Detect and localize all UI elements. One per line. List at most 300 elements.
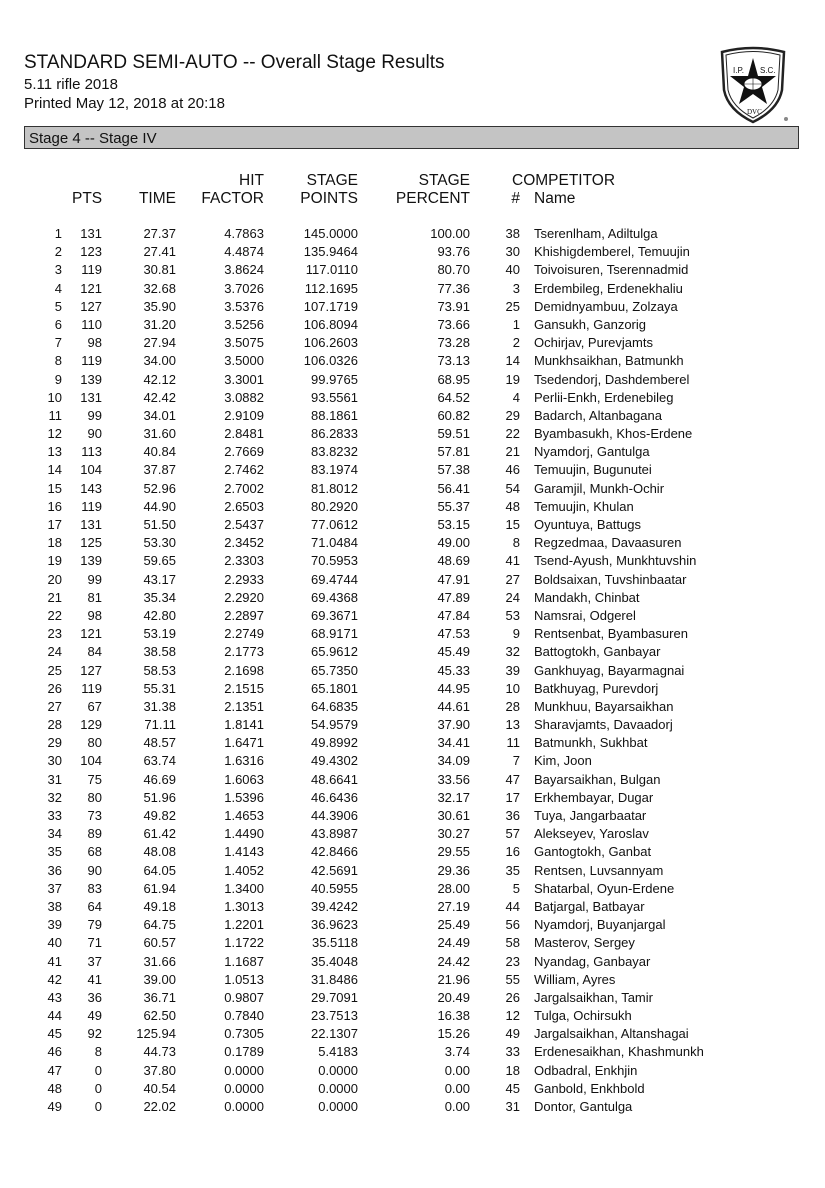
table-row [0,390,825,408]
hit-factor: 3.5000 [224,353,264,369]
competitor-name: Alekseyev, Yaroslav [534,826,649,842]
points: 90 [87,862,102,878]
points: 79 [87,917,102,933]
points: 68 [87,844,102,860]
table-row [0,517,825,535]
table-row [0,608,825,626]
stage-percent: 30.27 [437,826,470,842]
stage-points: 46.6436 [311,789,358,805]
table-row [0,481,825,499]
stage-points: 64.6835 [311,698,358,714]
points: 121 [80,626,102,642]
stage-points: 49.4302 [311,753,358,769]
time: 61.42 [143,826,176,842]
stage-points: 77.0612 [311,517,358,532]
competitor-name: Badarch, Altanbagana [534,407,662,423]
hit-factor: 1.3013 [224,898,264,914]
points: 36 [87,989,102,1005]
stage-percent: 68.95 [437,371,470,387]
competitor-name: Kim, Joon [534,753,592,769]
hit-factor: 2.2897 [224,607,264,623]
hit-factor: 1.4490 [224,826,264,842]
stage-points: 71.0484 [311,535,358,551]
competitor-number: 9 [512,626,520,642]
competitor-name: Munkhuu, Bayarsaikhan [534,698,674,714]
stage-points: 48.6641 [311,771,358,787]
points: 99 [87,571,102,587]
points: 49 [87,1008,102,1024]
hit-factor: 1.2201 [224,917,264,933]
table-row [0,299,825,317]
competitor-number: 31 [505,1099,520,1114]
time: 49.82 [143,808,176,823]
hit-factor: 3.7026 [224,280,264,296]
stage-percent: 0.00 [444,1099,470,1114]
table-row [0,372,825,390]
time: 34.01 [143,407,176,423]
stage-points: 39.4242 [311,898,358,914]
place: 33 [47,808,62,823]
stage-points: 117.0110 [305,262,358,278]
points: 123 [80,244,102,260]
hit-factor: 2.9109 [224,407,264,423]
competitor-number: 17 [505,789,520,805]
points: 98 [87,607,102,623]
points: 131 [80,517,102,532]
time: 61.94 [143,880,176,896]
competitor-name: Jargalsaikhan, Tamir [534,989,653,1005]
competitor-name: Ochirjav, Purevjamts [534,335,653,351]
stage-percent: 93.76 [437,244,470,260]
time: 62.50 [143,1008,176,1024]
table-row [0,499,825,517]
competitor-number: 39 [505,662,520,678]
place: 24 [47,644,62,660]
time: 37.80 [143,1062,176,1078]
competitor-number: 32 [505,644,520,660]
competitor-name: Demidnyambuu, Zolzaya [534,298,678,314]
points: 143 [80,480,102,496]
hit-factor: 1.4052 [224,862,264,878]
competitor-number: 3 [512,280,520,296]
table-row [0,790,825,808]
time: 42.42 [143,389,176,405]
competitor-number: 21 [505,444,520,460]
place: 36 [47,862,62,878]
time: 64.05 [143,862,176,878]
stage-points: 106.0326 [303,353,358,369]
place: 40 [47,935,62,951]
stage-percent: 3.74 [444,1044,470,1060]
hit-factor: 1.3400 [224,880,264,896]
place: 9 [54,371,62,387]
time: 125.94 [136,1026,176,1042]
time: 42.12 [143,371,176,387]
points: 84 [87,644,102,660]
competitor-number: 10 [505,680,520,696]
hit-factor: 3.8624 [224,262,264,278]
competitor-number: 13 [505,717,520,733]
stage-points: 42.5691 [311,862,358,878]
points: 75 [87,771,102,787]
competitor-name: Tserenlham, Adiltulga [534,226,658,241]
competitor-number: 27 [505,571,520,587]
table-row [0,644,825,662]
time: 42.80 [143,607,176,623]
stage-percent: 64.52 [437,389,470,405]
stage-percent: 47.91 [437,571,470,587]
competitor-number: 41 [505,553,520,569]
table-row [0,735,825,753]
competitor-number: 22 [505,426,520,442]
points: 67 [87,698,102,714]
stage-points: 43.8987 [311,826,358,842]
place: 16 [47,498,62,514]
competitor-number: 2 [512,335,520,351]
time: 27.41 [143,244,176,260]
competitor-name: Tsend-Ayush, Munkhtuvshin [534,553,697,569]
competitor-name: Toivoisuren, Tserennadmid [534,262,689,278]
competitor-name: Temuujin, Bugunutei [534,462,652,478]
time: 37.87 [143,462,176,478]
points: 80 [87,735,102,751]
time: 51.96 [143,789,176,805]
competitor-number: 29 [505,407,520,423]
stage-percent: 29.55 [437,844,470,860]
table-row [0,262,825,280]
stage-points: 83.8232 [311,444,358,460]
stage-percent: 44.95 [437,680,470,696]
logo-right-text: S.C. [760,66,776,75]
table-row [0,917,825,935]
stage-percent: 37.90 [437,717,470,733]
col-header-competitor: COMPETITOR [512,172,616,189]
stage-percent: 47.53 [437,626,470,642]
stage-percent: 59.51 [437,426,470,442]
points: 119 [81,262,102,278]
competitor-number: 36 [505,808,520,823]
col-header-stage-percent: PERCENT [395,190,470,207]
hit-factor: 2.7002 [224,480,264,496]
competitor-number: 38 [505,226,520,241]
time: 53.30 [143,535,176,551]
time: 35.90 [143,298,176,314]
points: 121 [80,280,102,296]
stage-percent: 20.49 [437,989,470,1005]
stage-points: 49.8992 [311,735,358,751]
report-title: STANDARD SEMI-AUTO -- Overall Stage Results [24,52,445,73]
competitor-name: Tulga, Ochirsukh [534,1008,632,1024]
hit-factor: 2.2933 [224,571,264,587]
competitor-number: 53 [505,607,520,623]
points: 127 [80,298,102,314]
stage-percent: 73.28 [437,335,470,351]
time: 39.00 [143,971,176,987]
hit-factor: 2.5437 [224,517,264,532]
place: 34 [47,826,62,842]
points: 104 [80,753,102,769]
competitor-number: 57 [505,826,520,842]
ipsc-shield-logo-icon [716,46,790,124]
table-row [0,663,825,681]
stage-points: 23.7513 [311,1008,358,1024]
table-row [0,881,825,899]
points: 0 [94,1062,102,1078]
hit-factor: 0.7840 [224,1008,264,1024]
competitor-number: 23 [505,953,520,969]
hit-factor: 2.7462 [224,462,264,478]
table-row [0,972,825,990]
competitor-name: William, Ayres [534,971,616,987]
place: 13 [47,444,62,460]
hit-factor: 4.7863 [224,226,264,241]
competitor-number: 56 [505,917,520,933]
points: 104 [80,462,102,478]
stage-points: 22.1307 [311,1026,358,1042]
stage-percent: 28.00 [437,880,470,896]
place: 39 [47,917,62,933]
table-row [0,808,825,826]
stage-percent: 25.49 [437,917,470,933]
table-row [0,844,825,862]
competitor-name: Gansukh, Ganzorig [534,316,647,332]
stage-points: 65.7350 [311,662,358,678]
points: 41 [87,971,102,987]
stage-percent: 53.15 [437,517,470,532]
stage-points: 83.1974 [311,462,358,478]
table-row [0,1099,825,1117]
stage-points: 93.5561 [311,389,358,405]
competitor-name: Temuujin, Khulan [534,498,634,514]
hit-factor: 2.1351 [224,698,264,714]
table-row [0,353,825,371]
place: 14 [47,462,62,478]
stage-points: 69.4744 [311,571,358,587]
competitor-name: Tsedendorj, Dashdemberel [534,371,690,387]
stage-points: 80.2920 [311,498,358,514]
competitor-name: Oyuntuya, Battugs [534,517,641,532]
points: 64 [87,898,102,914]
table-row [0,553,825,571]
time: 34.00 [143,353,176,369]
stage-percent: 56.41 [437,480,470,496]
table-row [0,681,825,699]
points: 92 [87,1026,102,1042]
hit-factor: 2.3452 [224,535,264,551]
stage-points: 68.9171 [311,626,358,642]
place: 25 [47,662,62,678]
competitor-name: Ganbold, Enkhbold [534,1080,645,1096]
place: 5 [54,298,62,314]
points: 83 [87,880,102,896]
time: 44.90 [143,498,176,514]
stage-points: 88.1861 [311,407,358,423]
place: 1 [54,226,62,241]
time: 40.54 [143,1080,176,1096]
points: 98 [87,335,102,351]
hit-factor: 1.6316 [224,753,264,769]
hit-factor: 0.0000 [224,1080,264,1096]
place: 43 [47,989,62,1005]
stage-percent: 30.61 [437,808,470,823]
hit-factor: 1.1687 [224,953,264,969]
points: 131 [80,389,102,405]
hit-factor: 1.4143 [224,844,264,860]
table-row [0,899,825,917]
competitor-number: 55 [505,971,520,987]
competitor-name: Batkhuyag, Purevdorj [534,680,659,696]
competitor-name: Garamjil, Munkh-Ochir [534,480,665,496]
competitor-number: 35 [505,862,520,878]
stage-points: 99.9765 [311,371,358,387]
competitor-name: Namsrai, Odgerel [534,607,636,623]
competitor-number: 11 [506,735,520,751]
place: 47 [47,1062,62,1078]
table-row [0,535,825,553]
time: 31.60 [143,426,176,442]
table-row [0,1044,825,1062]
time: 48.08 [143,844,176,860]
competitor-name: Perlii-Enkh, Erdenebileg [534,389,674,405]
competitor-name: Erdembileg, Erdenekhaliu [534,280,683,296]
hit-factor: 1.4653 [224,808,264,823]
competitor-name: Nyamdorj, Buyanjargal [534,917,666,933]
competitor-name: Tuya, Jangarbaatar [534,808,647,823]
competitor-name: Nyamdorj, Gantulga [534,444,650,460]
points: 81 [87,589,102,605]
place: 45 [47,1026,62,1042]
time: 64.75 [143,917,176,933]
stage-percent: 24.49 [437,935,470,951]
time: 27.94 [143,335,176,351]
stage-percent: 55.37 [437,498,470,514]
stage-percent: 45.33 [437,662,470,678]
points: 125 [80,535,102,551]
stage-points: 36.9623 [311,917,358,933]
table-row [0,281,825,299]
points: 90 [87,426,102,442]
time: 52.96 [143,480,176,496]
stage-percent: 73.66 [437,316,470,332]
hit-factor: 2.8481 [224,426,264,442]
competitor-number: 30 [505,244,520,260]
stage-percent: 33.56 [437,771,470,787]
competitor-number: 5 [512,880,520,896]
table-row [0,408,825,426]
stage-percent: 27.19 [437,898,470,914]
col-header-hit-top: HIT [239,172,264,189]
hit-factor: 1.6471 [224,735,264,751]
place: 11 [48,407,62,423]
stage-points: 65.9612 [311,644,358,660]
stage-percent: 49.00 [437,535,470,551]
stage-percent: 34.41 [437,735,470,751]
table-row [0,753,825,771]
hit-factor: 0.1789 [224,1044,264,1060]
stage-percent: 100.00 [430,226,470,241]
competitor-name: Shatarbal, Oyun-Erdene [534,880,675,896]
competitor-name: Byambasukh, Khos-Erdene [534,426,693,442]
hit-factor: 2.1773 [224,644,264,660]
stage-percent: 73.13 [437,353,470,369]
stage-points: 31.8486 [311,971,358,987]
hit-factor: 3.5075 [224,335,264,351]
stage-percent: 47.89 [437,589,470,605]
competitor-name: Masterov, Sergey [534,935,635,951]
competitor-name: Munkhsaikhan, Batmunkh [534,353,684,369]
place: 19 [47,553,62,569]
place: 20 [47,571,62,587]
stage-points: 29.7091 [311,989,358,1005]
stage-points: 70.5953 [311,553,358,569]
place: 26 [47,680,62,696]
stage-points: 69.3671 [311,607,358,623]
hit-factor: 2.3303 [224,553,264,569]
competitor-name: Batmunkh, Sukhbat [534,735,648,751]
table-row [0,699,825,717]
points: 71 [87,935,102,951]
place: 49 [47,1099,62,1114]
stage-points: 145.0000 [303,226,358,241]
time: 59.65 [143,553,176,569]
competitor-number: 7 [512,753,520,769]
table-row [0,572,825,590]
points: 131 [80,226,102,241]
logo-left-text: I.P. [733,66,744,75]
time: 63.74 [143,753,176,769]
stage-header-bar [24,126,799,149]
competitor-number: 24 [505,589,520,605]
hit-factor: 2.1515 [224,680,264,696]
competitor-name: Dontor, Gantulga [534,1099,633,1114]
stage-points: 86.2833 [311,426,358,442]
competitor-number: 12 [505,1008,520,1024]
stage-percent: 44.61 [437,698,470,714]
points: 8 [94,1044,102,1060]
stage-points: 54.9579 [311,717,358,733]
points: 127 [80,662,102,678]
place: 44 [47,1008,62,1024]
time: 71.11 [144,717,176,733]
place: 32 [47,789,62,805]
stage-percent: 77.36 [437,280,470,296]
competitor-number: 28 [505,698,520,714]
table-row [0,1063,825,1081]
col-header-hit-factor: FACTOR [201,190,264,207]
points: 139 [80,553,102,569]
time: 40.84 [143,444,176,460]
table-row [0,954,825,972]
hit-factor: 3.5376 [224,298,264,314]
hit-factor: 0.0000 [224,1062,264,1078]
table-row [0,935,825,953]
place: 37 [47,880,62,896]
hit-factor: 3.0882 [224,389,264,405]
table-row [0,826,825,844]
table-row [0,717,825,735]
place: 46 [47,1044,62,1060]
competitor-number: 4 [512,389,520,405]
stage-percent: 16.38 [437,1008,470,1024]
points: 119 [81,353,102,369]
col-header-competitor-name: Name [534,190,576,207]
table-row [0,1026,825,1044]
stage-points: 106.8094 [303,316,358,332]
place: 22 [47,607,62,623]
table-row [0,590,825,608]
place: 48 [47,1080,62,1096]
points: 80 [87,789,102,805]
